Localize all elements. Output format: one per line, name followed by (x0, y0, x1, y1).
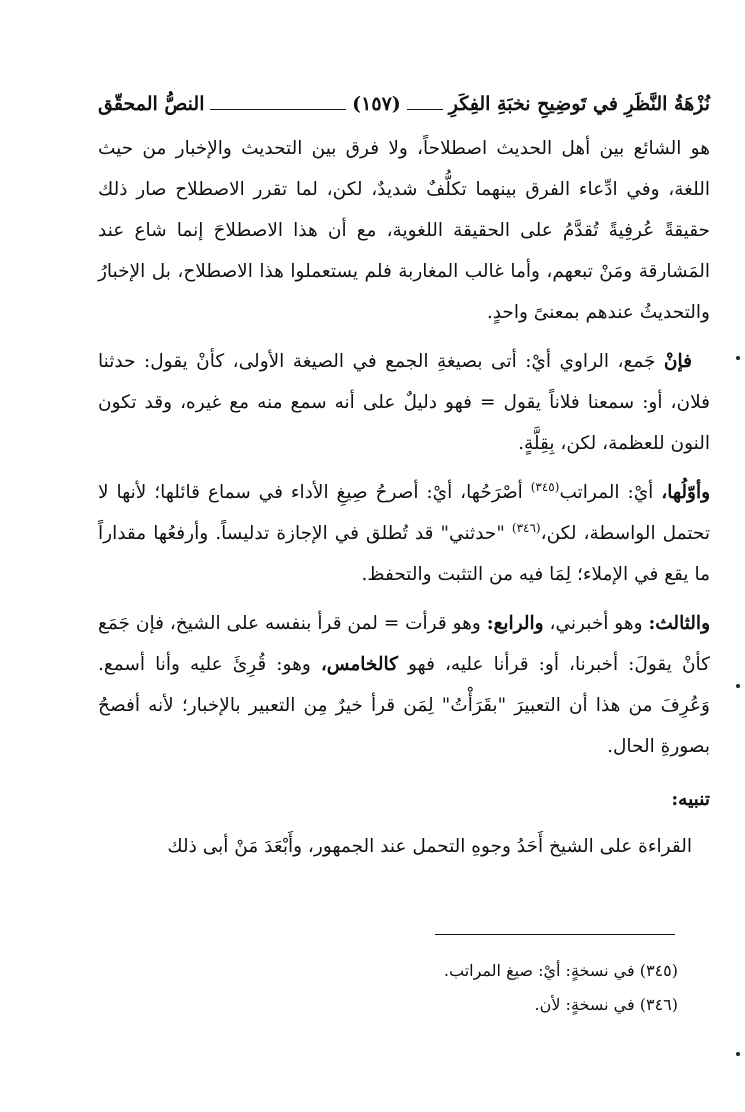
running-header (98, 86, 710, 122)
paragraph-4-text-a: وهو أخبرني، (543, 613, 649, 634)
paragraph-5: القراءة على الشيخ أَحَدُ وجوهِ التحمل عند الجمهور، وأَبْعَدَ مَنْ أبى ذلك (167, 836, 692, 857)
matn-keyword: والرابع: (486, 613, 544, 634)
header-section-title: النصُّ المحقّق (98, 93, 205, 115)
footnote-separator (435, 934, 675, 935)
header-rule-right (407, 109, 443, 110)
header-book-title: نُزْهَةُ النَّظَرِ في تَوضِيحِ نخبَةِ الفِكَرِ (448, 93, 710, 115)
scan-mark (736, 356, 740, 360)
paragraph-2-text: جَمع، الراوي أيْ: أتى بصيغةِ الجمع في الصيغة الأولى، كأنْ يقول: حدثنا فلان، أو: سمعنا فلاناً يقول = فهو دليلٌ على أنه سمع منه مع غيره، وقد تكون النون للعظمة، لكن، بِقِلَّةٍ. (98, 351, 710, 454)
page-number: (١٥٧) (352, 93, 401, 115)
matn-keyword: والثالث: (648, 613, 710, 634)
section-heading-tanbih: تنبيه: (671, 789, 710, 810)
paragraph-3 (98, 472, 710, 595)
scan-mark (736, 1052, 740, 1056)
paragraph-3-text-a: أيْ: المراتب (559, 482, 662, 503)
paragraph-3-text-b: أصْرَحُها، أيْ: أصرحُ صِيغِ الأداء في سماع قائلها؛ لأنها لا تحتمل الواسطة، لكن، (98, 482, 710, 544)
paragraph-2 (98, 341, 710, 464)
footnote-ref-345[interactable]: (٣٤٥) (530, 479, 560, 494)
paragraph-3-text-c: "حدثني" قد تُطلق في الإجازة تدليساً. وأرفعُها مقداراً ما يقع في الإملاء؛ لِمَا فيه من التثبت والتحفظ. (98, 523, 710, 585)
footnote-346: (٣٤٦) في نسخةٍ: لأن. (534, 995, 678, 1014)
header-rule-left (210, 109, 346, 110)
matn-keyword: فإنْ (663, 351, 692, 372)
footnote-ref-346[interactable]: (٣٤٦) (511, 520, 541, 535)
main-text (98, 128, 710, 875)
paragraph-1: هو الشائع بين أهل الحديث اصطلاحاً، ولا فرق بين التحديث والإخبار من حيث اللغة، وفي ادِّعاء الفرق بينهما تكلُّفٌ شديدٌ، لكن، لما تقرر الاصطلاح صار ذلك حقيقةً عُرفِيةً تُقدَّمُ على الحقيقة اللغوية، مع أن هذا الاصطلاحَ إنما شاع عند المَشارقة ومَنْ تبعهم، وأما غالب المغاربة فلم يستعملوا هذا الاصطلاح، بل الإخبارُ والتحديثُ عندهم بمعنىً واحدٍ. (98, 138, 710, 323)
scan-mark (736, 684, 740, 688)
paragraph-4-text-b: وهو قرأت = لمن قرأ بنفسه على الشيخ، فإن جَمَع كأنْ يقولَ: أخبرنا، أو: قرأنا عليه، فهو (98, 613, 710, 675)
paragraph-4 (98, 603, 710, 767)
paragraph-4-text-c: وهو: قُرِئَ عليه وأنا أسمع. وَعُرِفَ من هذا أن التعبيرَ "بقَرَأْتُ" لِمَن قرأ خيرٌ مِن التعبير بالإخبار؛ لأنه أفصحُ بصورةِ الحال. (98, 654, 710, 757)
matn-keyword: كالخامس، (320, 654, 398, 675)
footnote-345: (٣٤٥) في نسخةٍ: أيْ: صيغ المراتب. (443, 961, 678, 980)
matn-keyword: وأوّلُها، (661, 482, 711, 503)
footnotes (98, 954, 678, 1022)
